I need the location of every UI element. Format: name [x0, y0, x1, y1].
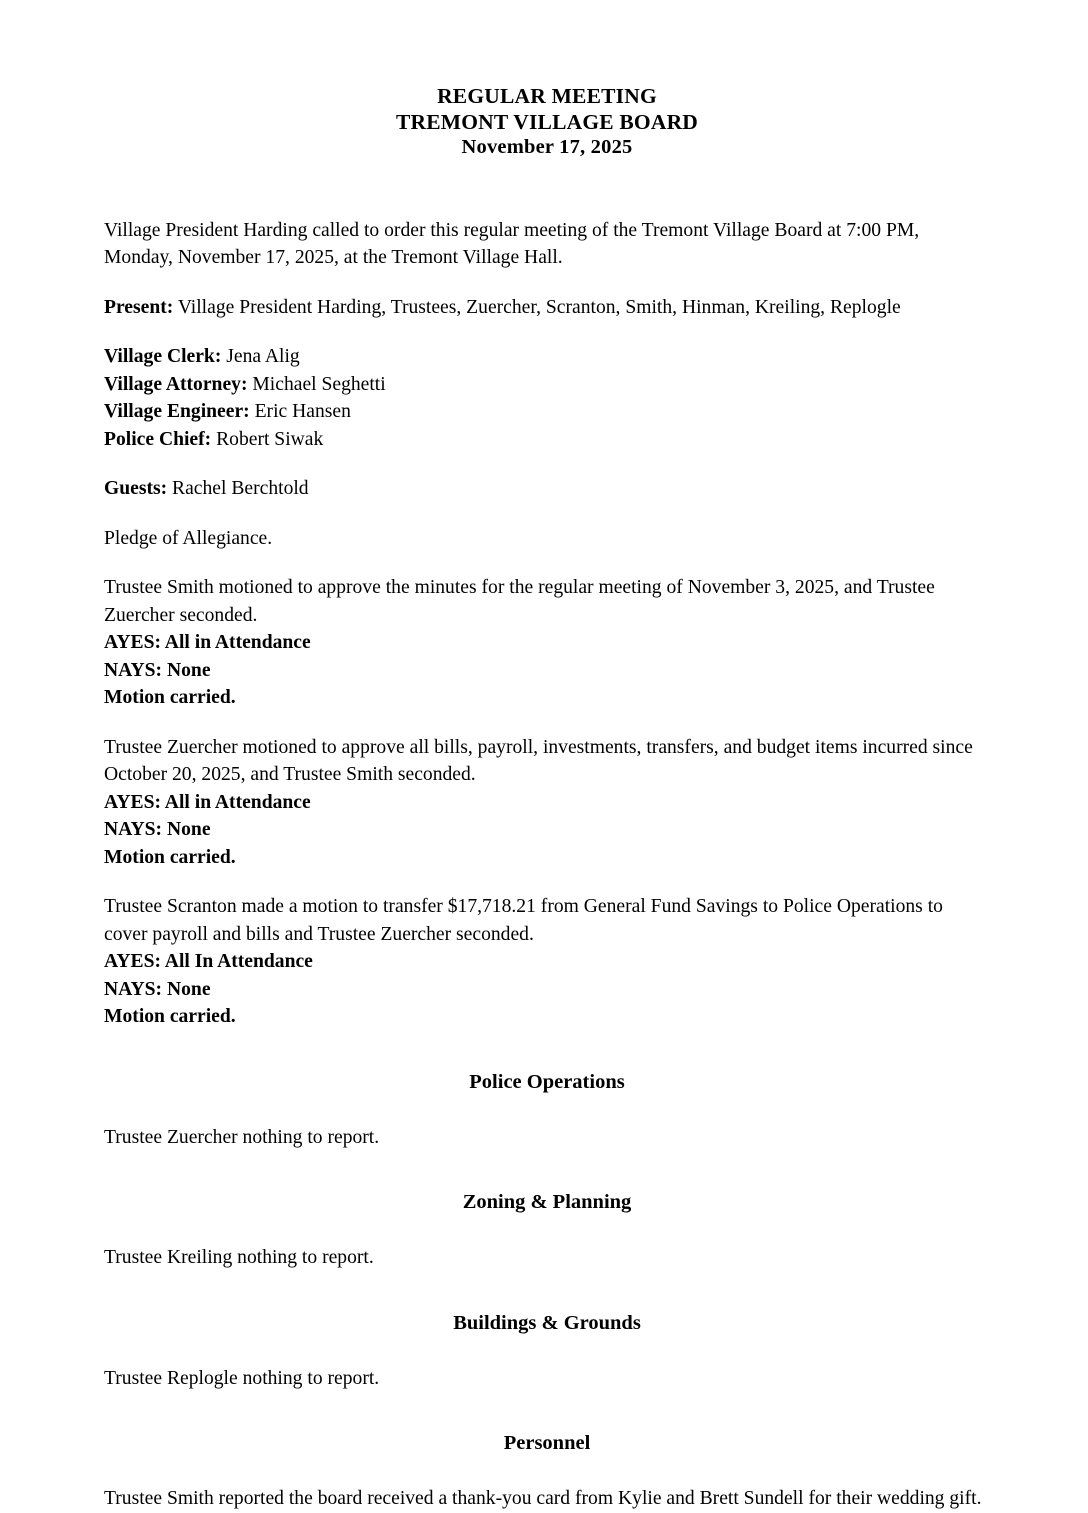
motion-block-fund-transfer: [104, 893, 990, 1031]
guests-label: Guests:: [104, 478, 168, 499]
motion-ayes: AYES: All in Attendance: [104, 632, 311, 653]
guests-value: Rachel Berchtold: [167, 478, 309, 499]
motion-nays: NAYS: None: [104, 819, 211, 840]
official-label: Village Engineer:: [104, 401, 250, 422]
motion-text: Trustee Scranton made a motion to transfer $17,718.21 from General Fund Savings to Police Operations to cover payroll and bills and Trustee Zuercher seconded.: [104, 896, 943, 945]
motion-result: Motion carried.: [104, 846, 236, 868]
section-heading-gap: [104, 1337, 990, 1365]
official-label: Police Chief:: [104, 428, 212, 450]
official-value: Eric Hansen: [249, 401, 351, 422]
section-police-operations: [104, 1069, 990, 1152]
section-heading: Zoning & Planning: [462, 1191, 632, 1213]
official-value: Michael Seghetti: [247, 373, 386, 395]
header-line-board-name: TREMONT VILLAGE BOARD: [395, 109, 699, 134]
section-zoning-spacer: [104, 1151, 990, 1189]
motion-ayes: AYES: All in Attendance: [104, 791, 311, 813]
officials-spacer: [104, 321, 990, 343]
section-heading-gap: [104, 1216, 990, 1244]
motion-result: Motion carried.: [104, 687, 236, 708]
official-village-engineer: [104, 398, 990, 426]
motion-ayes: AYES: All In Attendance: [104, 951, 313, 972]
section-body: Trustee Replogle nothing to report.: [104, 1367, 380, 1389]
section-body: Trustee Zuercher nothing to report.: [104, 1126, 380, 1148]
present-value: Village President Harding, Trustees, Zuercher, Scranton, Smith, Hinman, Kreiling, Replogle: [173, 296, 901, 318]
section-personnel-spacer: [104, 1392, 990, 1430]
officials-list: [104, 343, 990, 453]
motion-nays: NAYS: None: [104, 659, 211, 681]
section-zoning-planning: [104, 1189, 990, 1272]
document-body: [104, 84, 990, 1513]
section-buildings-grounds: [104, 1310, 990, 1393]
official-value: Robert Siwak: [211, 428, 324, 450]
section-heading-gap: [104, 1096, 990, 1124]
motion-text: Trustee Zuercher motioned to approve all bills, payroll, investments, transfers, and budget items incurred since October 20, 2025, and Trustee Smith seconded.: [104, 736, 973, 785]
motion-3-spacer: [104, 871, 990, 893]
header-spacer: [104, 161, 990, 217]
motion-nays: NAYS: None: [104, 978, 211, 1000]
official-label: Village Clerk:: [104, 346, 222, 367]
present-label: Present:: [104, 296, 174, 318]
motion-text: Trustee Smith motioned to approve the minutes for the regular meeting of November 3, 2025, and Trustee Zuercher seconded.: [104, 577, 935, 626]
section-heading: Buildings & Grounds: [453, 1311, 641, 1334]
official-police-chief: [104, 426, 990, 454]
official-village-attorney: [104, 371, 990, 399]
motion-2-spacer: [104, 712, 990, 734]
section-buildings-spacer: [104, 1272, 990, 1310]
section-personnel: [104, 1430, 990, 1513]
section-heading: Personnel: [503, 1432, 591, 1454]
document-header: [104, 84, 990, 161]
section-body: Trustee Smith reported the board received a thank-you card from Kylie and Brett Sundell for their wedding gift.: [104, 1488, 982, 1509]
guests-spacer: [104, 453, 990, 475]
guests-paragraph: [104, 475, 990, 503]
official-village-clerk: [104, 343, 990, 371]
official-value: Jena Alig: [221, 346, 300, 367]
minutes-body: [104, 217, 990, 1513]
motion-block-bills-payroll: [104, 734, 990, 872]
section-heading: Police Operations: [469, 1070, 625, 1093]
section-police-spacer: [104, 1031, 990, 1069]
motion-result: Motion carried.: [104, 1006, 236, 1027]
header-line-date: November 17, 2025: [461, 136, 633, 158]
pledge-paragraph: Pledge of Allegiance.: [104, 527, 273, 549]
motion-1-spacer: [104, 552, 990, 574]
motion-block-minutes-approval: [104, 574, 990, 712]
call-to-order-paragraph: Village President Harding called to order this regular meeting of the Tremont Village Board at 7:00 PM, Monday, November 17, 2025, at the Tremont Village Hall.: [104, 219, 920, 268]
section-heading-gap: [104, 1457, 990, 1485]
header-line-meeting-type: REGULAR MEETING: [437, 84, 657, 108]
section-body: Trustee Kreiling nothing to report.: [104, 1247, 374, 1268]
present-paragraph: [104, 294, 990, 322]
official-label: Village Attorney:: [104, 373, 248, 395]
